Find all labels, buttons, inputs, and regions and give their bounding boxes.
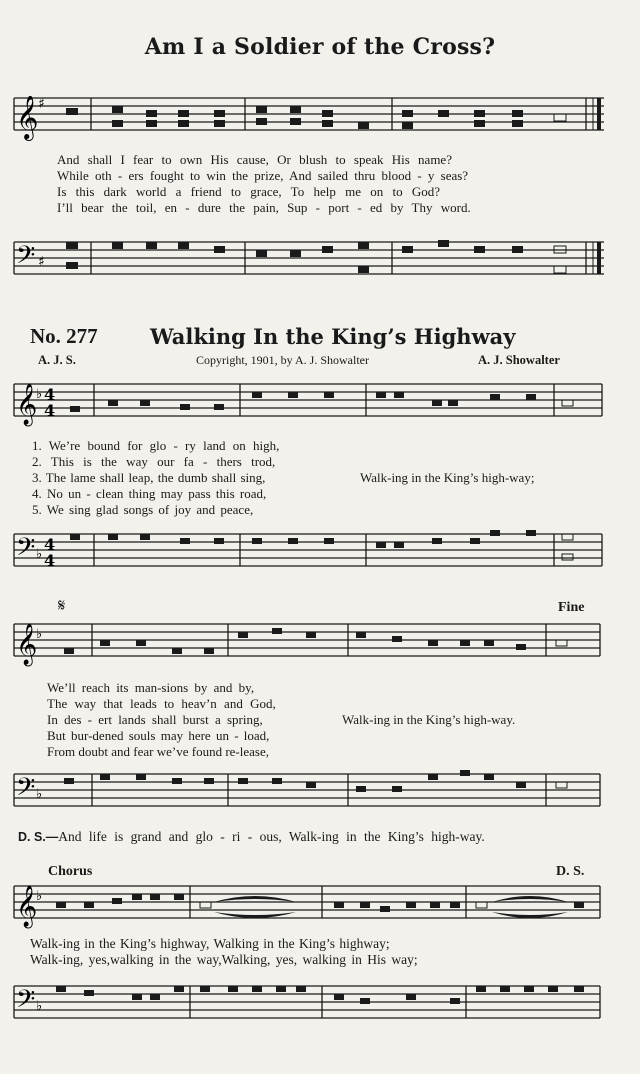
svg-text:♭: ♭ (36, 999, 43, 1014)
verse-line-4: 4. No un - clean thing may pass this road, (32, 486, 267, 501)
treble-staff-4 (0, 882, 640, 932)
svg-text:♭: ♭ (36, 787, 43, 802)
bass-staff-4 (0, 982, 640, 1032)
verse2-line-2: The way that leads to heav’n and God, (47, 696, 276, 711)
chorus-label: Chorus (48, 864, 93, 879)
svg-text:♯: ♯ (38, 254, 45, 270)
svg-text:♭: ♭ (36, 889, 43, 904)
verse-refrain: Walk-ing in the King’s high-way; (360, 470, 535, 485)
bass-staff-1 (0, 240, 640, 290)
verse2-line-1: We’ll reach its man-sions by and by, (47, 680, 255, 695)
svg-text:4: 4 (44, 401, 56, 420)
bass-staff-3 (0, 770, 640, 820)
verse-line-2: 2. This is the way our fa - thers trod, (32, 454, 276, 469)
svg-text:𝄞: 𝄞 (16, 624, 38, 665)
segno-sign: 𝄋 (58, 596, 66, 616)
ds-mark: D. S. (556, 864, 585, 879)
hymn-number: No. 277 (30, 324, 98, 348)
verse2-refrain: Walk-ing in the King’s high-way. (342, 712, 516, 727)
ds-text: And life is grand and glo - ri - ous, Walk-ing in the King’s high-way. (58, 829, 485, 844)
verse2-line-4: But bur-dened souls may here un - load, (47, 728, 270, 743)
bass-staff-2 (0, 530, 640, 580)
fine-mark: Fine (558, 600, 585, 615)
svg-text:♯: ♯ (38, 96, 45, 112)
svg-text:♭: ♭ (36, 547, 43, 562)
ds-label: D. S.— (18, 830, 59, 844)
svg-text:𝄞: 𝄞 (16, 96, 39, 139)
composer-credit: A. J. Showalter (478, 353, 560, 367)
author-credit: A. J. S. (38, 353, 76, 367)
verse-line-3: 3. The lame shall leap, the dumb shall sing, (32, 470, 266, 485)
svg-text:4: 4 (44, 551, 56, 570)
svg-text:𝄞: 𝄞 (16, 384, 38, 425)
copyright-notice: Copyright, 1901, by A. J. Showalter (196, 353, 369, 367)
svg-text:4: 4 (44, 535, 56, 554)
hymn-title: Am I a Soldier of the Cross? (144, 34, 496, 60)
verse-line-5: 5. We sing glad songs of joy and peace, (32, 502, 254, 517)
treble-staff-3 (0, 620, 640, 670)
hymn-title: Walking In the King’s Highway (150, 324, 516, 349)
hymn1-lyric-2: While oth - ers fought to win the prize, And sailed thru blood - y seas? (57, 168, 469, 183)
chorus-line-2: Walk-ing, yes,walking in the way,Walking, yes, walking in His way; (30, 952, 418, 967)
treble-staff-2 (0, 380, 640, 430)
svg-text:𝄢: 𝄢 (16, 533, 36, 568)
svg-text:𝄢: 𝄢 (16, 241, 36, 276)
svg-text:𝄞: 𝄞 (16, 886, 38, 927)
ds-line (18, 829, 485, 845)
svg-text:𝄢: 𝄢 (16, 773, 36, 808)
chorus-line-1: Walk-ing in the King’s highway, Walking in the King’s highway; (30, 936, 390, 951)
svg-text:𝄢: 𝄢 (16, 985, 36, 1020)
verse2-line-5: From doubt and fear we’ve found re-lease, (47, 744, 269, 759)
svg-text:4: 4 (44, 385, 56, 404)
treble-staff-1 (0, 96, 640, 146)
hymn1-lyric-1: And shall I fear to own His cause, Or blush to speak His name? (57, 152, 452, 167)
hymn1-lyric-3: Is this dark world a friend to grace, To help me on to God? (57, 184, 440, 199)
hymn1-lyric-4: I’ll bear the toil, en - dure the pain, Sup - port - ed by Thy word. (57, 200, 471, 215)
verse-line-1: 1. We’re bound for glo - ry land on high, (32, 438, 280, 453)
svg-text:♭: ♭ (36, 387, 43, 402)
svg-text:♭: ♭ (36, 627, 43, 642)
verse2-line-3: In des - ert lands shall burst a spring, (47, 712, 263, 727)
